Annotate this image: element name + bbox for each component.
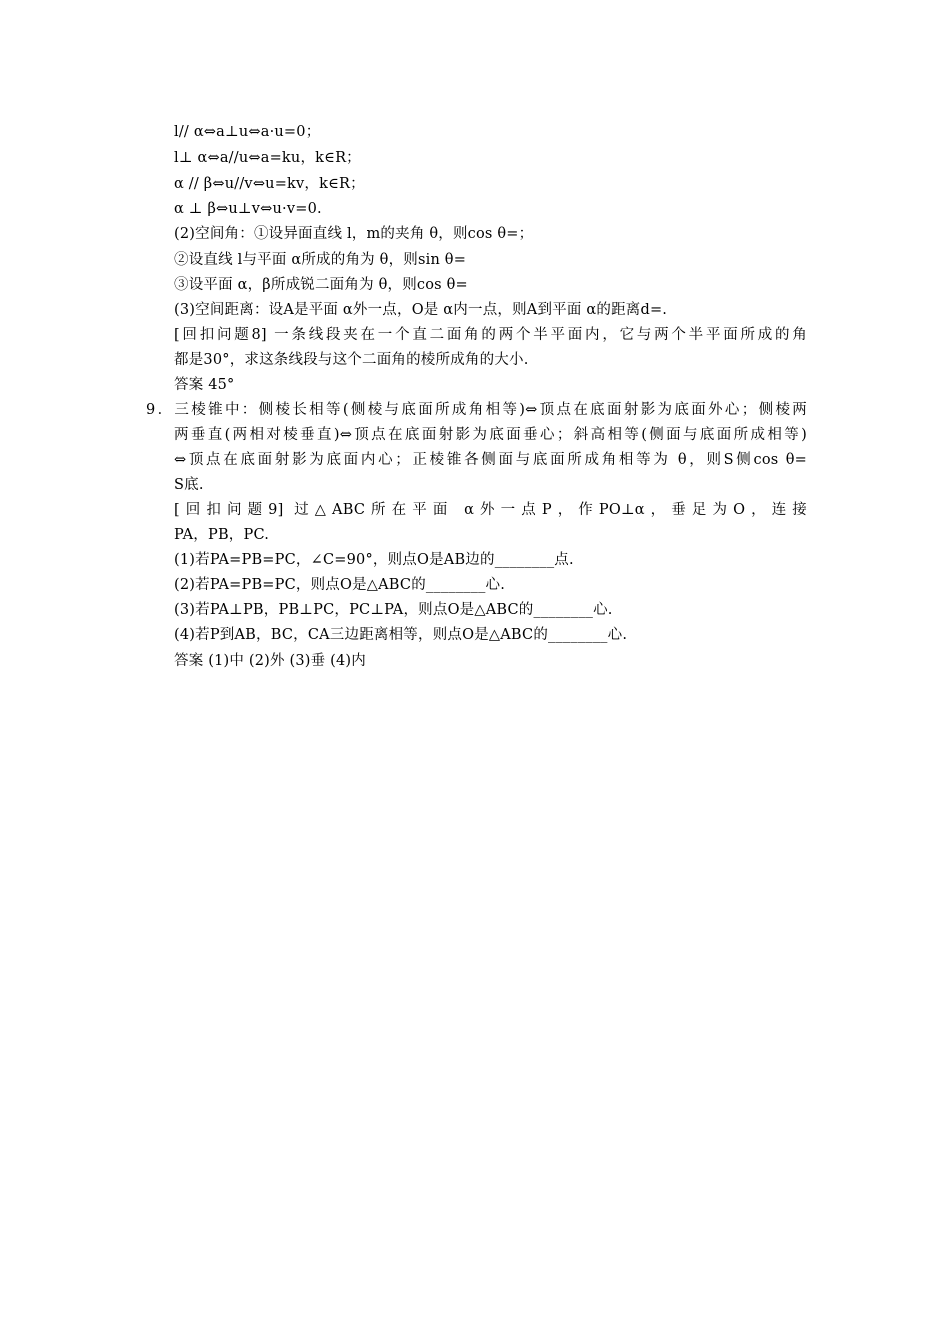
text-line: 都是30°，求这条线段与这个二面角的棱所成角的大小. [174,352,529,368]
text-line: 两垂直(两相对棱垂直)⇔顶点在底面射影为底面垂心；斜高相等(侧面与底面所成相等) [174,427,807,443]
text-line: (2)若PA=PB=PC，则点O是△ABC的________心. [174,577,506,593]
text-line: α // β⇔u//v⇔u=kv，k∈R； [174,176,365,192]
text-line: ②设直线 l与平面 α所成的角为 θ，则sin θ= [174,252,467,268]
text-line: α ⊥ β⇔u⊥v⇔u·v=0. [174,201,322,217]
text-line: l// α⇔a⊥u⇔a·u=0； [174,124,321,140]
text-line: (2)空间角：①设异面直线 l，m的夹角 θ，则cos θ=； [174,226,534,242]
text-line: [回扣问题8] 一条线段夹在一个直二面角的两个半平面内，它与两个半平面所成的角 [174,327,807,343]
text-line: [回扣问题9] 过△ABC所在平面 α外一点P，作PO⊥α，垂足为O，连接 [174,502,807,518]
text-line: 9．三棱锥中：侧棱长相等(侧棱与底面所成角相等)⇔顶点在底面射影为底面外心；侧棱两 [146,402,807,418]
answer-line: 答案 45° [174,377,235,393]
text-line: ⇔顶点在底面射影为底面内心；正棱锥各侧面与底面所成角相等为 θ，则S侧cos θ= [174,452,807,468]
text-line: l⊥ α⇔a//u⇔a=ku，k∈R； [174,150,361,166]
text-line: (4)若P到AB，BC，CA三边距离相等，则点O是△ABC的________心. [174,627,628,643]
text-line: S底. [174,477,204,493]
text-line: (1)若PA=PB=PC，∠C=90°，则点O是AB边的________点. [174,552,574,568]
text-line: (3)空间距离：设A是平面 α外一点，O是 α内一点，则A到平面 α的距离d=. [174,302,668,318]
text-line: ③设平面 α，β所成锐二面角为 θ，则cos θ= [174,277,468,293]
answer-line: 答案 (1)中 (2)外 (3)垂 (4)内 [174,653,366,669]
text-line: (3)若PA⊥PB，PB⊥PC，PC⊥PA，则点O是△ABC的________心. [174,602,613,618]
text-line: PA，PB，PC. [174,527,270,543]
